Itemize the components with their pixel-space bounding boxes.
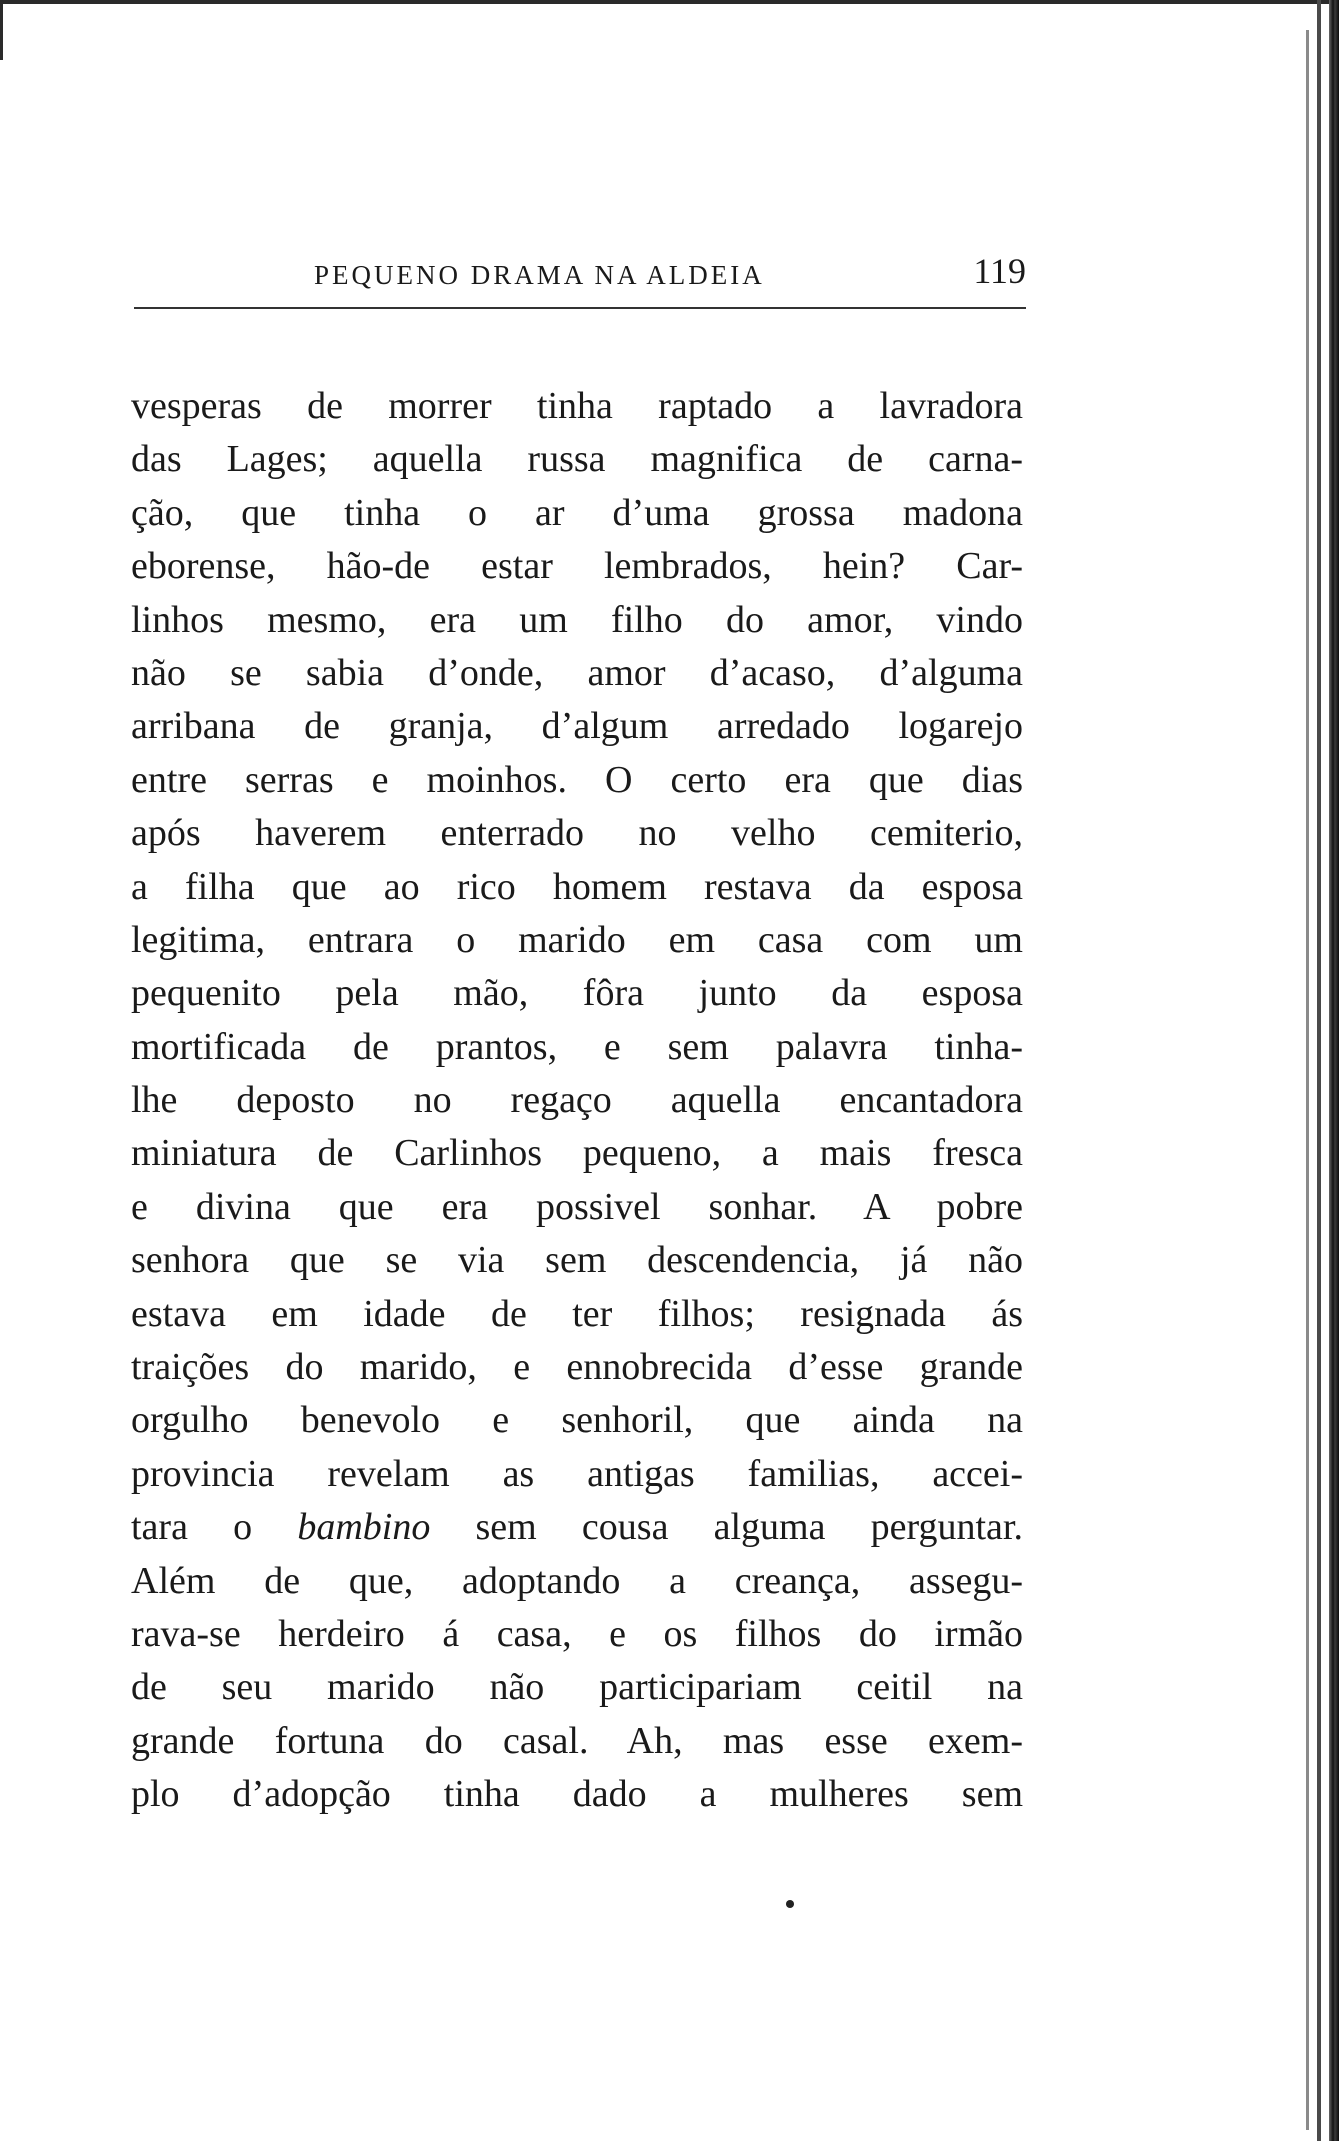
text-line: traições do marido, e ennobrecida d’esse grande: [131, 1346, 1023, 1389]
text-line: miniatura de Carlinhos pequeno, a mais fresca: [131, 1132, 1023, 1175]
text-line: após haverem enterrado no velho cemiterio,: [131, 812, 1023, 855]
text-line: a filha que ao rico homem restava da esposa: [131, 865, 1023, 908]
text-line: plo d’adopção tinha dado a mulheres sem: [131, 1773, 1023, 1816]
text-line: lhe deposto no regaço aquella encantadora: [131, 1079, 1023, 1122]
page-header: [134, 250, 1026, 310]
text-line: mortificada de prantos, e sem palavra tinha-: [131, 1025, 1023, 1068]
text-line: provincia revelam as antigas familias, accei-: [131, 1452, 1023, 1495]
scan-edge-right: [1329, 0, 1339, 2141]
text-line: orgulho benevolo e senhoril, que ainda na: [131, 1399, 1023, 1442]
scan-edge-top: [0, 0, 1339, 4]
text-line: linhos mesmo, era um filho do amor, vindo: [131, 598, 1023, 641]
italic-word: bambino: [297, 1506, 431, 1549]
text-line: eborense, hão-de estar lembrados, hein? Car-: [131, 545, 1023, 588]
text-line: de seu marido não participariam ceitil na: [131, 1666, 1023, 1709]
text-segment: tara o: [131, 1506, 298, 1549]
scan-edge-right-shadow: [1306, 30, 1309, 2130]
text-line-with-italic: [131, 1501, 1023, 1554]
text-line: não se sabia d’onde, amor d’acaso, d’alguma: [131, 651, 1023, 694]
scan-edge-right-line: [1317, 0, 1321, 2141]
text-line: legitima, entrara o marido em casa com um: [131, 918, 1023, 961]
body-text: [131, 380, 1023, 1822]
text-line: vesperas de morrer tinha raptado a lavradora: [131, 385, 1023, 427]
text-segment: sem cousa alguma perguntar.: [430, 1506, 1023, 1549]
text-line: rava-se herdeiro á casa, e os filhos do irmão: [131, 1612, 1023, 1655]
running-title: PEQUENO DRAMA NA ALDEIA: [314, 260, 765, 290]
text-line: Além de que, adoptando a creança, assegu-: [131, 1559, 1023, 1602]
ink-speck: [786, 1900, 794, 1908]
text-line: das Lages; aquella russa magnifica de carna-: [131, 438, 1023, 481]
text-line: senhora que se via sem descendencia, já não: [131, 1239, 1023, 1282]
page-number: 119: [973, 251, 1026, 291]
text-line: estava em idade de ter filhos; resignada ás: [131, 1292, 1023, 1335]
header-rule: [134, 307, 1026, 309]
text-line: grande fortuna do casal. Ah, mas esse exem-: [131, 1719, 1023, 1762]
text-line: pequenito pela mão, fôra junto da esposa: [131, 972, 1023, 1015]
scan-edge-left: [0, 0, 3, 60]
text-line: ção, que tinha o ar d’uma grossa madona: [131, 491, 1023, 534]
text-line: entre serras e moinhos. O certo era que dias: [131, 758, 1023, 801]
text-line: e divina que era possivel sonhar. A pobre: [131, 1185, 1023, 1228]
text-line: arribana de granja, d’algum arredado logarejo: [131, 705, 1023, 748]
